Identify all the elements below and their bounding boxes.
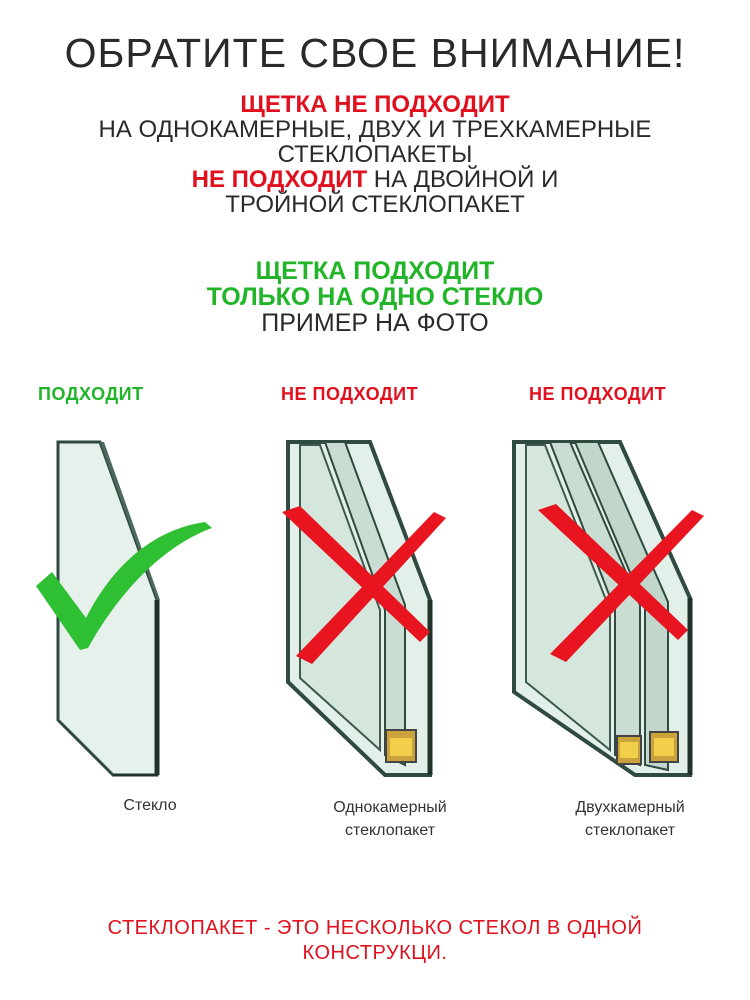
panel-3-caption-line-2: стеклопакет: [584, 822, 676, 839]
fit-line-1: ЩЕТКА ПОДХОДИТ: [255, 257, 495, 285]
footer-line-2: КОНСТРУКЦИ.: [302, 942, 448, 964]
panel-1-status: ПОДХОДИТ: [38, 384, 144, 404]
panel-3-status: НЕ ПОДХОДИТ: [529, 384, 667, 404]
panel-1-caption: [100, 794, 200, 817]
warning-line-4: [0, 167, 750, 192]
warning-line-4-red: НЕ ПОДХОДИТ: [191, 166, 368, 193]
footer-note: [0, 916, 750, 966]
panel-3-caption-line-1: Двухкамерный: [575, 799, 685, 816]
warning-line-3: СТЕКЛОПАКЕТЫ: [277, 141, 473, 168]
panel-1-caption-line-1: Стекло: [123, 797, 177, 814]
warning-line-1: ЩЕТКА НЕ ПОДХОДИТ: [240, 91, 510, 118]
fit-line-3: ПРИМЕР НА ФОТО: [261, 309, 489, 337]
warning-line-5: ТРОЙНОЙ СТЕКЛОПАКЕТ: [225, 191, 525, 218]
panel-2-caption: [300, 796, 480, 842]
panel-3-caption: [540, 796, 720, 842]
panel-2-caption-line-2: стеклопакет: [344, 822, 436, 839]
fit-line-2: ТОЛЬКО НА ОДНО СТЕКЛО: [206, 283, 544, 311]
panel-2-caption-line-1: Однокамерный: [333, 799, 447, 816]
fit-block: [0, 258, 750, 336]
warning-line-2: НА ОДНОКАМЕРНЫЕ, ДВУХ И ТРЕХКАМЕРНЫЕ: [98, 116, 652, 143]
page-title: ОБРАТИТЕ СВОЕ ВНИМАНИЕ!: [64, 30, 686, 76]
glass-illustrations: [0, 420, 750, 800]
warning-line-4-rest: НА ДВОЙНОЙ И: [367, 166, 559, 193]
footer-line-1: СТЕКЛОПАКЕТ - ЭТО НЕСКОЛЬКО СТЕКОЛ В ОДНОЙ: [107, 917, 643, 939]
panel-2-status: НЕ ПОДХОДИТ: [281, 384, 419, 404]
warning-block: [0, 92, 750, 217]
